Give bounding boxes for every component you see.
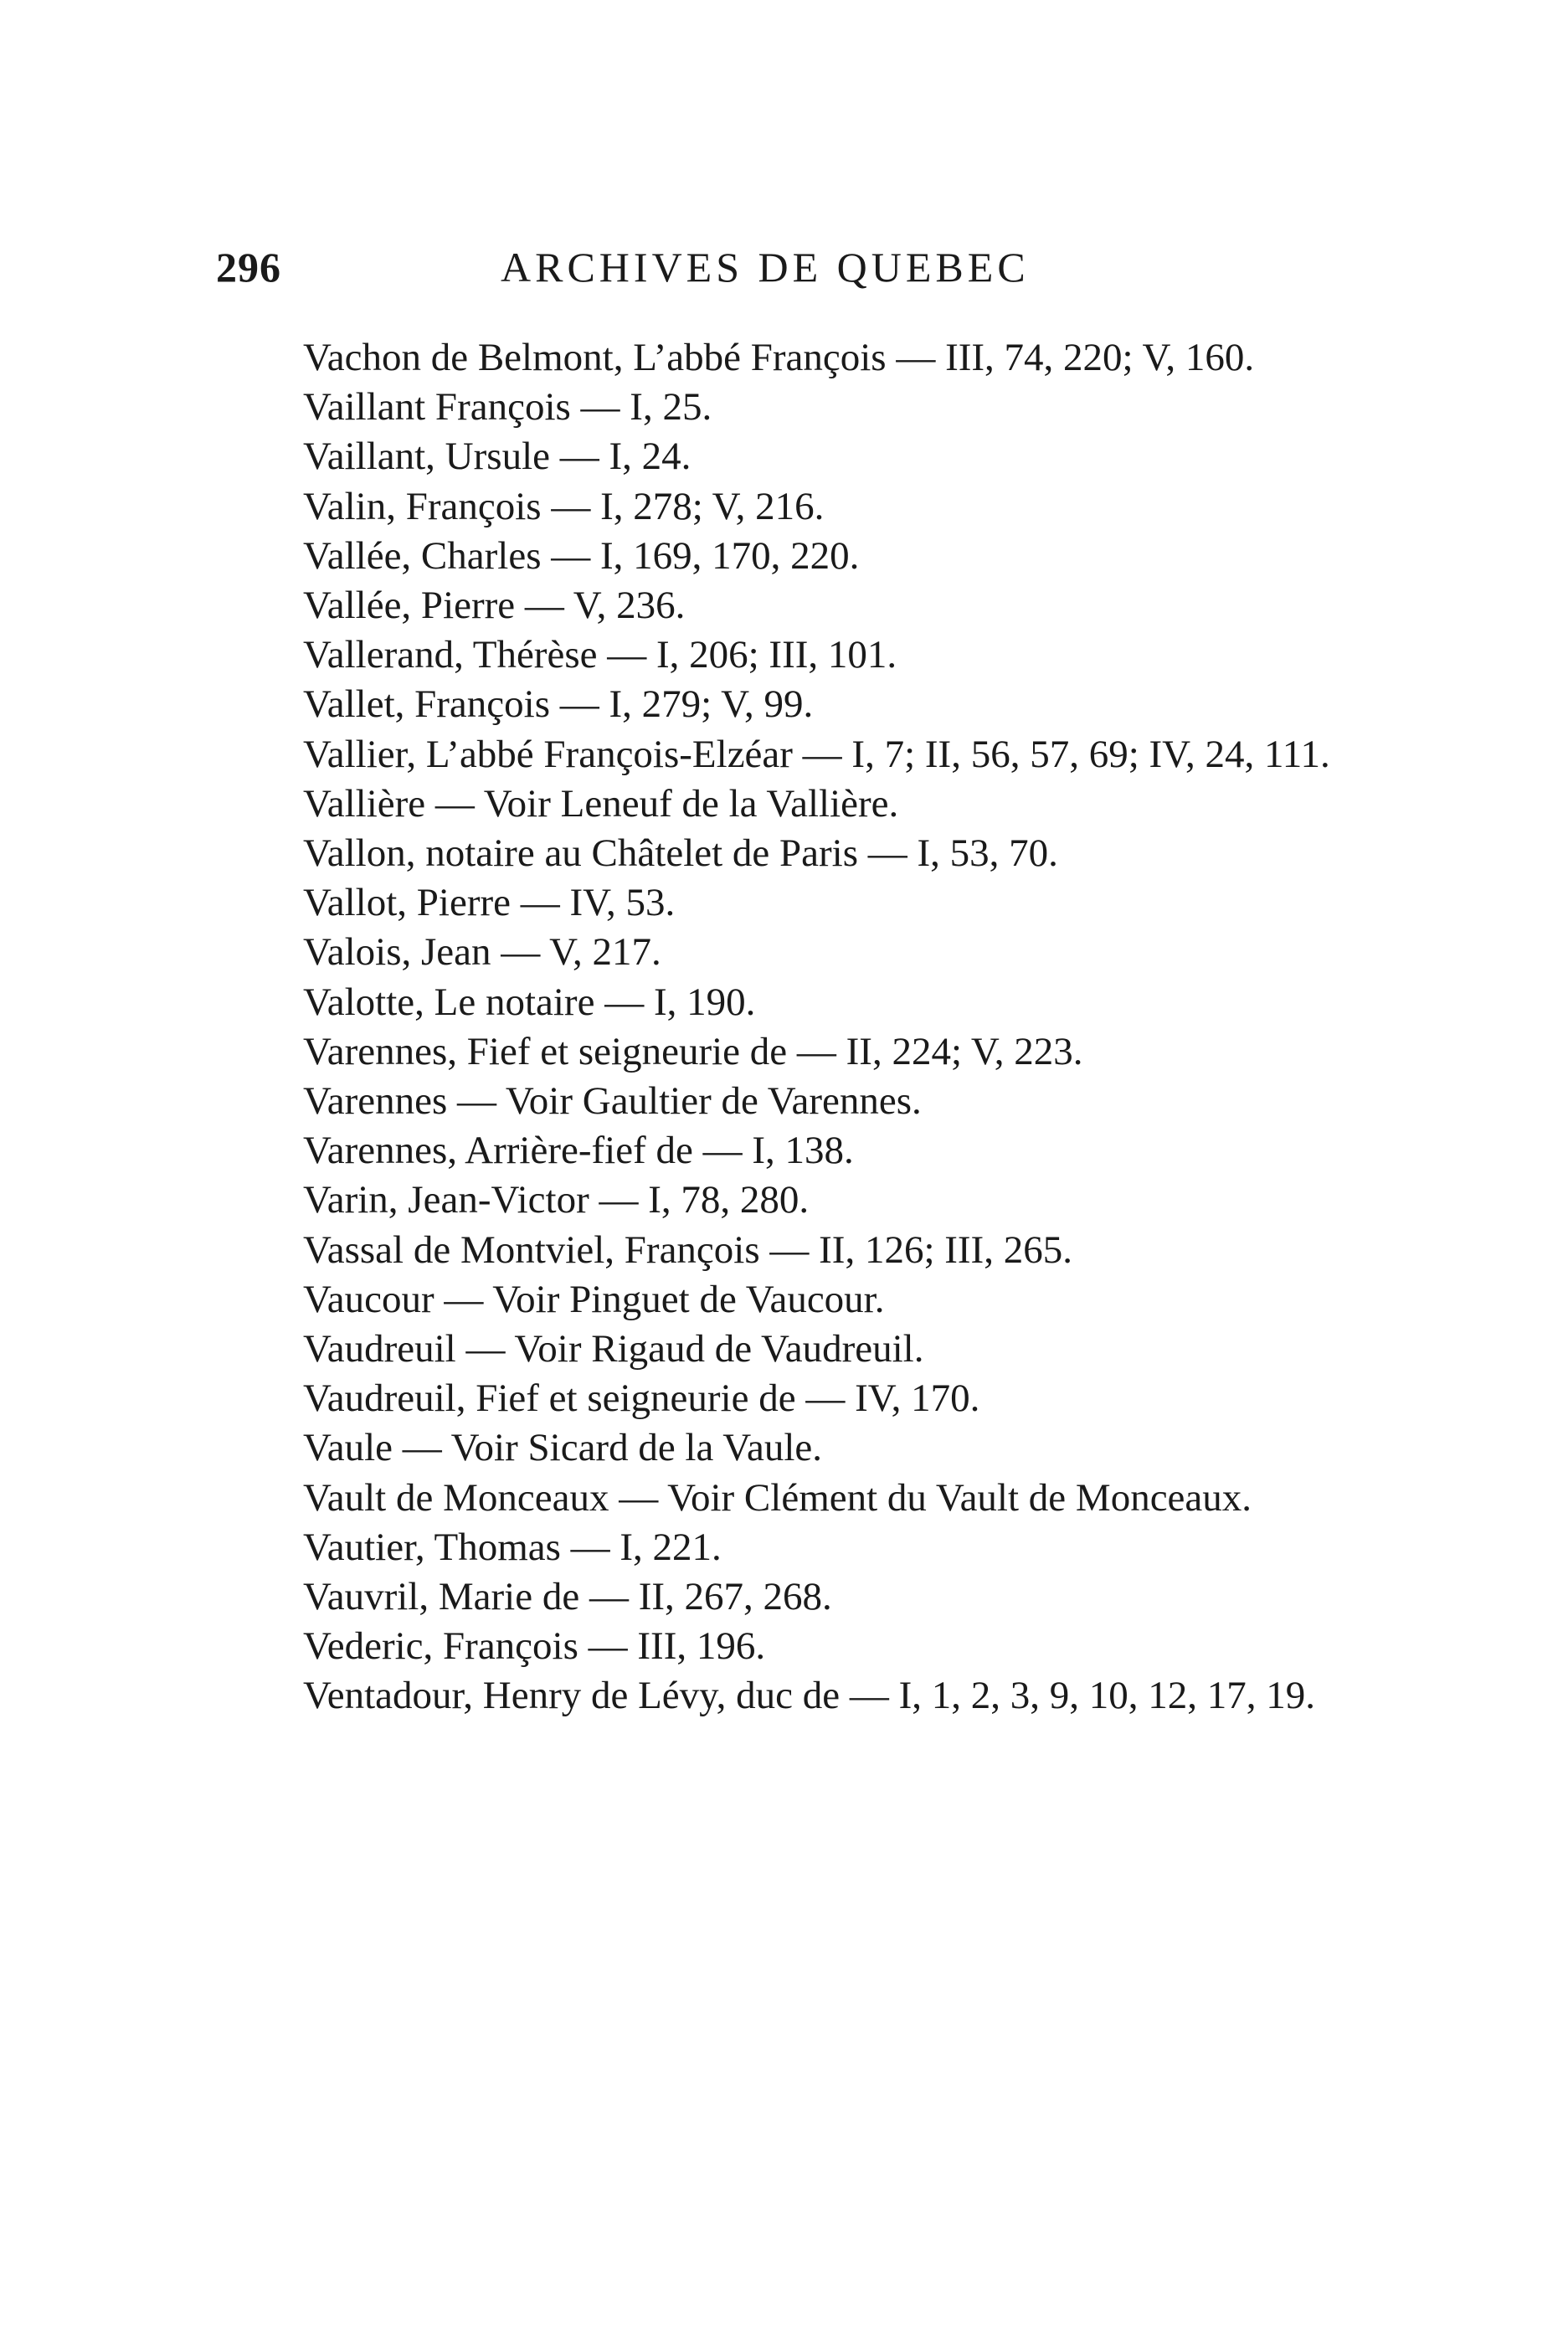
- index-entry: Vauvril, Marie de — II, 267, 268.: [303, 1575, 832, 1619]
- index-entry: Vaudreuil — Voir Rigaud de Vaudreuil.: [303, 1327, 924, 1371]
- index-entry: Vallée, Charles — I, 169, 170, 220.: [303, 533, 860, 578]
- index-entry: Vaule — Voir Sicard de la Vaule.: [303, 1426, 823, 1470]
- index-entry: Vallet, François — I, 279; V, 99.: [303, 682, 814, 727]
- index-entry: Varin, Jean-Victor — I, 78, 280.: [303, 1178, 810, 1222]
- index-entry: Varennes, Fief et seigneurie de — II, 224; V, 223.: [303, 1029, 1083, 1073]
- index-entry: Vaucour — Voir Pinguet de Vaucour.: [303, 1277, 885, 1321]
- index-entry: Vallier, L’abbé François-Elzéar — I, 7; II, 56, 57, 69; IV, 24, 111.: [303, 732, 1330, 776]
- index-entry: Vaillant, Ursule — I, 24.: [303, 435, 691, 479]
- page-number: 296: [216, 244, 281, 291]
- index-entry: Vassal de Montviel, François — II, 126; III, 265.: [303, 1227, 1072, 1272]
- index-entry: Varennes — Voir Gaultier de Varennes.: [303, 1079, 922, 1124]
- page-header: [216, 243, 1338, 310]
- index-entry: Vallée, Pierre — V, 236.: [303, 584, 686, 628]
- index-entry: Vederic, François — III, 196.: [303, 1624, 766, 1669]
- index-entry: Varennes, Arrière-fief de — I, 138.: [303, 1129, 854, 1173]
- index-entry: Vaudreuil, Fief et seigneurie de — IV, 170.: [303, 1376, 980, 1421]
- index-entry: Ventadour, Henry de Lévy, duc de — I, 1, 2, 3, 9, 10, 12, 17, 19.: [303, 1674, 1315, 1718]
- index-entry: Vallière — Voir Leneuf de la Vallière.: [303, 781, 899, 826]
- running-title: ARCHIVES DE QUEBEC: [501, 244, 1030, 291]
- index-entry: Vallon, notaire au Châtelet de Paris — I, 53, 70.: [303, 831, 1058, 876]
- index-entry: Vautier, Thomas — I, 221.: [303, 1525, 722, 1569]
- index-entry: Valotte, Le notaire — I, 190.: [303, 980, 756, 1024]
- index-entry: Vault de Monceaux — Voir Clément du Vault de Monceaux.: [303, 1475, 1252, 1520]
- index-entry: Valois, Jean — V, 217.: [303, 930, 661, 975]
- index-entry: Vallot, Pierre — IV, 53.: [303, 881, 676, 925]
- index-entry: Vachon de Belmont, L’abbé François — III, 74, 220; V, 160.: [303, 336, 1255, 379]
- index-entry: Valin, François — I, 278; V, 216.: [303, 484, 825, 528]
- index-entry: Vallerand, Thérèse — I, 206; III, 101.: [303, 633, 897, 677]
- index-entry: Vaillant François — I, 25.: [303, 385, 712, 430]
- index-entries: [204, 333, 1343, 1721]
